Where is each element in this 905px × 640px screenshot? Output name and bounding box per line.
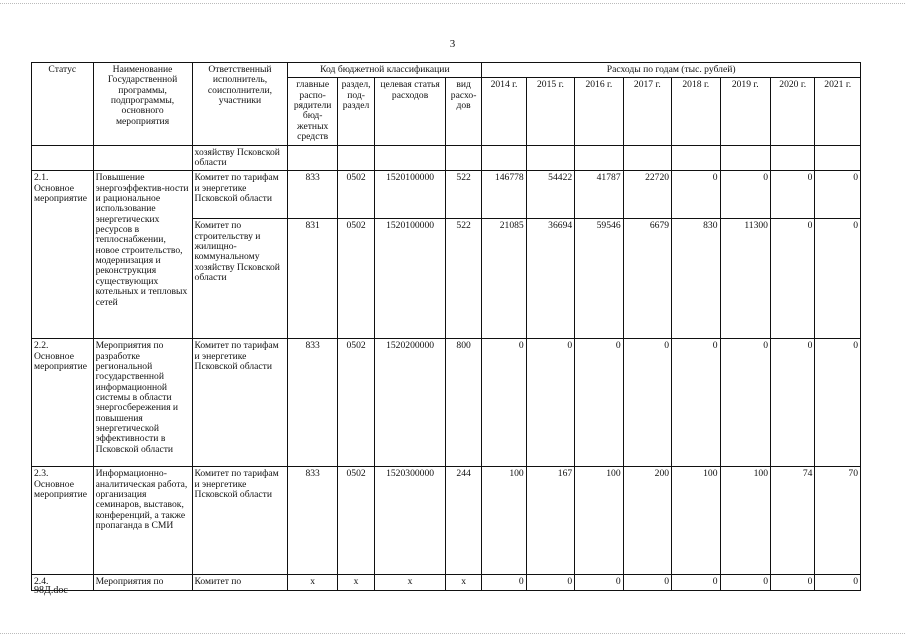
table-row: [32, 145, 861, 171]
row-value: 100: [575, 467, 623, 575]
row-status: 2.2. Основное мероприятие: [32, 339, 94, 467]
row-responsible: Комитет по тарифам и энергетике Псковской области: [192, 171, 288, 219]
header-year: 2019 г.: [720, 78, 770, 145]
row-grbs: 833: [288, 339, 337, 467]
row-value: 74: [770, 467, 814, 575]
row-kind: 244: [445, 467, 481, 575]
file-name-footer: 98Д.doc: [34, 585, 68, 596]
table-row: [32, 467, 861, 575]
row-value: 54422: [526, 171, 574, 219]
row-name: Информационно-аналитическая работа, организация семинаров, выставок, конференций, а также пропаганда в СМИ: [93, 467, 192, 575]
row-grbs: 833: [288, 467, 337, 575]
row-value: 0: [672, 171, 720, 219]
row-value: 0: [770, 171, 814, 219]
row-value: 100: [482, 467, 526, 575]
header-kind: вид расхо-дов: [445, 78, 481, 145]
row-value: 0: [672, 575, 720, 590]
header-year: 2015 г.: [526, 78, 574, 145]
row-status: 2.1. Основное мероприятие: [32, 171, 94, 339]
row-value: 100: [672, 467, 720, 575]
row-value: 41787: [575, 171, 623, 219]
row-value: 22720: [623, 171, 671, 219]
row-section: 0502: [337, 467, 374, 575]
row-grbs: 831: [288, 219, 337, 339]
row-value: 146778: [482, 171, 526, 219]
row-section: х: [337, 575, 374, 590]
row-value: 0: [526, 575, 574, 590]
row-value: 0: [482, 339, 526, 467]
header-expenses: Расходы по годам (тыс. рублей): [482, 63, 861, 78]
row-name: Повышение энергоэффектив-ности и рациональное использование энергетических ресурсов в теплоснабжении, новое строительство, модернизация и реконструкция существующих котельных и тепловых сетей: [93, 171, 192, 339]
row-value: 0: [815, 171, 861, 219]
row-value: 0: [770, 219, 814, 339]
row-status: 2.3. Основное мероприятие: [32, 467, 94, 575]
row-value: 0: [526, 339, 574, 467]
header-responsible: Ответственный исполнитель, соисполнители, участники: [192, 63, 288, 146]
row-responsible: Комитет по строительству и жилищно-коммунальному хозяйству Псковской области: [192, 219, 288, 339]
row-value: 0: [672, 339, 720, 467]
row-value: 0: [623, 575, 671, 590]
header-year: 2018 г.: [672, 78, 720, 145]
row-value: 0: [623, 339, 671, 467]
row-section: 0502: [337, 219, 374, 339]
header-year: 2016 г.: [575, 78, 623, 145]
row-value: 59546: [575, 219, 623, 339]
header-section: раздел, под-раздел: [337, 78, 374, 145]
row-value: 0: [482, 575, 526, 590]
row-article: х: [375, 575, 446, 590]
row-value: 0: [815, 339, 861, 467]
row-section: 0502: [337, 339, 374, 467]
header-year: 2020 г.: [770, 78, 814, 145]
row-article: 1520300000: [375, 467, 446, 575]
row-kind: 800: [445, 339, 481, 467]
header-year: 2021 г.: [815, 78, 861, 145]
row-status: 2.4.: [32, 575, 94, 590]
row-name: Мероприятия по разработке региональной государственной информационной системы в области энергосбережения и повышения энергетической эффективности в Псковской области: [93, 339, 192, 467]
row-responsible: Комитет по: [192, 575, 288, 590]
row-responsible: Комитет по тарифам и энергетике Псковской области: [192, 339, 288, 467]
row-grbs: 833: [288, 171, 337, 219]
row-value: 6679: [623, 219, 671, 339]
row-value: 0: [575, 339, 623, 467]
row-value: 0: [720, 171, 770, 219]
continuation-responsible: хозяйству Псковской области: [192, 145, 288, 171]
header-budget-code: Код бюджетной классификации: [288, 63, 482, 78]
table-row: [32, 171, 861, 219]
header-status: Статус: [32, 63, 94, 146]
row-value: 200: [623, 467, 671, 575]
row-value: 0: [770, 575, 814, 590]
header-grbs: главные распо-рядители бюд-жетных средств: [288, 78, 337, 145]
row-grbs: х: [288, 575, 337, 590]
row-section: 0502: [337, 171, 374, 219]
row-kind: 522: [445, 171, 481, 219]
header-year: 2017 г.: [623, 78, 671, 145]
row-article: 1520200000: [375, 339, 446, 467]
header-year: 2014 г.: [482, 78, 526, 145]
row-value: 0: [720, 339, 770, 467]
row-value: 0: [720, 575, 770, 590]
table-row: [32, 575, 861, 590]
row-value: 100: [720, 467, 770, 575]
page-number: 3: [449, 38, 456, 50]
scan-edge-top: [0, 3, 905, 4]
header-article: целевая статья расходов: [375, 78, 446, 145]
row-article: 1520100000: [375, 219, 446, 339]
row-value: 70: [815, 467, 861, 575]
row-value: 167: [526, 467, 574, 575]
row-kind: х: [445, 575, 481, 590]
header-name: Наименование Государственной программы, подпрограммы, основного мероприятия: [93, 63, 192, 146]
row-responsible: Комитет по тарифам и энергетике Псковской области: [192, 467, 288, 575]
row-value: 0: [815, 219, 861, 339]
row-value: 21085: [482, 219, 526, 339]
scan-edge-bottom: [0, 633, 905, 634]
row-value: 11300: [720, 219, 770, 339]
row-value: 0: [815, 575, 861, 590]
row-article: 1520100000: [375, 171, 446, 219]
row-value: 36694: [526, 219, 574, 339]
table-row: [32, 339, 861, 467]
row-value: 0: [770, 339, 814, 467]
row-name: Мероприятия по: [93, 575, 192, 590]
row-kind: 522: [445, 219, 481, 339]
row-value: 0: [575, 575, 623, 590]
row-value: 830: [672, 219, 720, 339]
budget-table: [31, 62, 861, 591]
